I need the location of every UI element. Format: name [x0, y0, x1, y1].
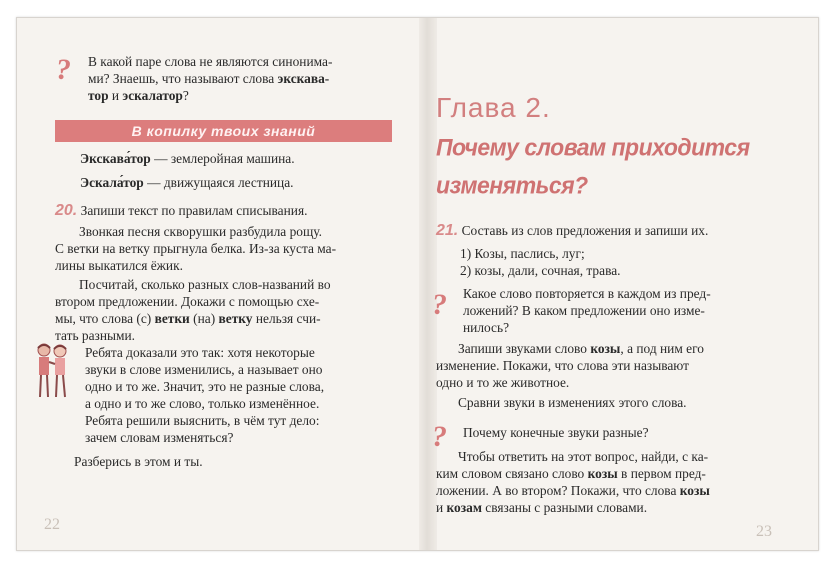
chapter-heading: Глава 2. — [436, 92, 551, 123]
write-task — [436, 340, 806, 391]
text-line: втором предложении. Докажи с помощью схе- — [55, 294, 320, 309]
question-mark-icon: ? — [432, 288, 447, 321]
exercise-text: Составь из слов предложения и запиши их. — [461, 223, 709, 238]
text-line: Чтобы ответить на этот вопрос, найди, с ка- — [458, 449, 709, 464]
text-line: Звонкая песня скворушки разбудила рощу. — [79, 224, 322, 239]
kids-explanation — [85, 344, 400, 446]
text-line: Запиши звуками слово козы, а под ним его — [458, 341, 704, 356]
question-mark-icon: ? — [56, 53, 71, 86]
compare-task: Сравни звуки в изменениях этого слова. — [458, 395, 687, 410]
text-line: тать разными. — [55, 328, 135, 343]
text-line: нилось? — [463, 320, 510, 335]
text-line: Ребята доказали это так: хотя некоторые — [85, 345, 315, 360]
text-line: В какой паре слова не являются синонима- — [88, 54, 333, 69]
text-line: одно и то же животное. — [436, 375, 570, 390]
text-line: Какое слово повторяется в каждом из пред- — [463, 286, 711, 301]
list-item: 1) Козы, паслись, луг; — [460, 246, 585, 261]
text-line: звуки в слове изменились, а называет оно — [85, 362, 323, 377]
question-3: Почему конечные звуки разные? — [463, 425, 649, 440]
exercise-21 — [436, 222, 708, 239]
knowledge-banner — [55, 120, 392, 142]
list-item: 2) козы, дали, сочная, трава. — [460, 263, 621, 278]
text-line: ким словом связано слово козы в первом пред- — [436, 466, 706, 481]
children-illustration-icon — [32, 342, 74, 402]
exercise-20 — [55, 202, 307, 219]
banner-label: В копилку твоих знаний — [131, 123, 316, 139]
book-spine — [419, 18, 437, 550]
text-line: зачем словам изменяться? — [85, 430, 234, 445]
count-task — [55, 276, 400, 344]
text-line: и козам связаны с разными словами. — [436, 500, 648, 515]
definition-excavator: Экскава́тор — землеройная машина. — [80, 151, 295, 166]
definition-escalator: Эскала́тор — движущаяся лестница. — [80, 175, 294, 190]
text-line: лины выкатился ёжик. — [55, 258, 183, 273]
word-list — [460, 245, 621, 279]
question-mark-icon: ? — [432, 420, 447, 453]
page-number-right: 23 — [756, 523, 772, 540]
exercise-number: 20. — [55, 202, 78, 219]
question-1 — [88, 53, 398, 104]
final-instruction: Разберись в этом и ты. — [74, 454, 203, 469]
text-line: мы, что слова (с) ветки (на) ветку нельзя счи- — [55, 311, 321, 326]
chapter-title-line-2: изменяться? — [436, 171, 588, 199]
poem-text — [55, 223, 400, 274]
text-line: ложении. А во втором? Покажи, что слова козы — [436, 483, 710, 498]
exercise-text: Запиши текст по правилам списывания. — [80, 203, 308, 218]
text-line: Ребята решили выяснить, в чём тут дело: — [85, 413, 320, 428]
text-line: ложений? В каком предложении оно изме- — [463, 303, 705, 318]
text-line: изменение. Покажи, что слова эти называют — [436, 358, 689, 373]
answer-task — [436, 448, 806, 516]
question-2 — [463, 285, 803, 336]
chapter-title-line-1: Почему словам приходится — [436, 133, 750, 161]
text-line: С ветки на ветку прыгнула белка. Из-за куста ма- — [55, 241, 337, 256]
text-line: одно и то же. Значит, это не разные слова, — [85, 379, 325, 394]
text-line: а одно и то же слово, только изменённое. — [85, 396, 320, 411]
text-line: Посчитай, сколько разных слов-названий во — [79, 277, 331, 292]
text-line: ми? Знаешь, что называют слова экскава- — [88, 71, 330, 86]
exercise-number: 21. — [436, 222, 459, 239]
page-number-left: 22 — [44, 516, 60, 533]
text-line: тор и эскалатор? — [88, 88, 189, 103]
